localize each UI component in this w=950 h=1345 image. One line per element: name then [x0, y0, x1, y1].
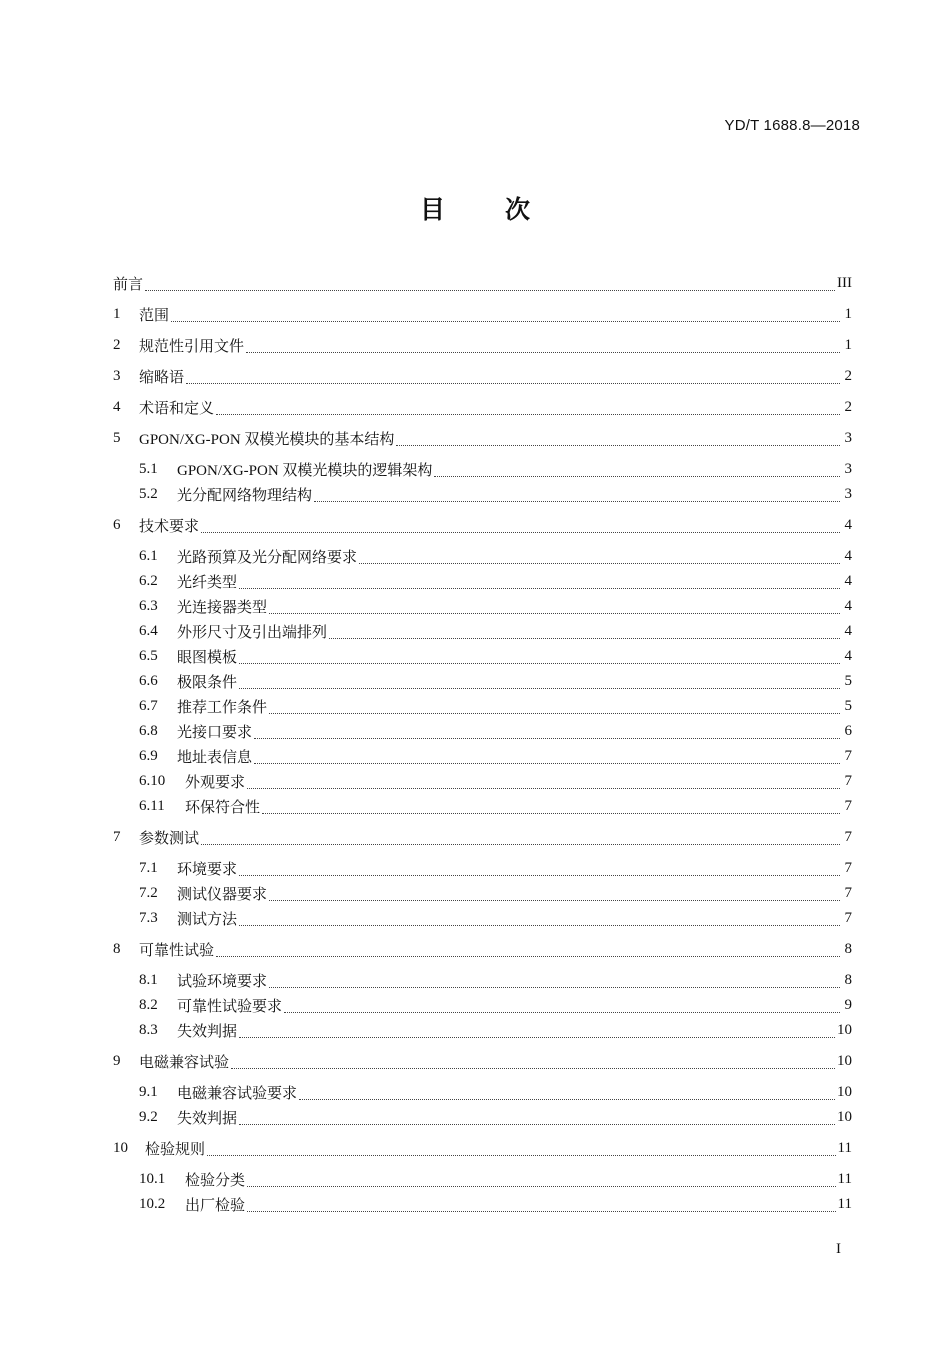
toc-entry-page: 5 [844, 698, 852, 714]
toc-entry-title: 可靠性试验 [139, 943, 215, 959]
toc-entry-page: 4 [844, 623, 852, 639]
toc-entry-title: 可靠性试验要求 [177, 999, 283, 1015]
dot-leader [269, 887, 840, 901]
table-of-contents [113, 271, 852, 1217]
toc-entry-number: 3 [113, 368, 121, 384]
toc-entry-title: 缩略语 [139, 370, 185, 386]
toc-entry[interactable] [113, 364, 852, 389]
toc-entry-title: 外形尺寸及引出端排列 [177, 625, 328, 641]
toc-entry-page: 2 [844, 368, 852, 384]
toc-entry[interactable] [113, 856, 852, 881]
dot-leader [239, 862, 840, 876]
toc-entry-title: 极限条件 [177, 675, 238, 691]
toc-entry-title: 测试方法 [177, 912, 238, 928]
dot-leader [239, 912, 840, 926]
toc-entry-page: 10 [837, 1053, 852, 1069]
dot-leader [207, 1142, 836, 1156]
toc-entry-title: 前言 [113, 277, 144, 293]
page-folio: I [836, 1241, 841, 1257]
toc-entry[interactable] [113, 794, 852, 819]
toc-entry-title: 失效判据 [177, 1111, 238, 1127]
toc-entry[interactable] [113, 694, 852, 719]
toc-entry[interactable] [113, 881, 852, 906]
toc-entry-title: 光纤类型 [177, 575, 238, 591]
toc-entry-page: III [837, 275, 852, 291]
toc-entry-title: 环境要求 [177, 862, 238, 878]
toc-entry-page: 1 [844, 337, 852, 353]
toc-entry-number: 10.1 [139, 1171, 166, 1187]
toc-entry-page: 5 [844, 673, 852, 689]
toc-entry-number: 7.2 [139, 885, 158, 901]
toc-entry[interactable] [113, 426, 852, 451]
toc-entry[interactable] [113, 333, 852, 358]
toc-entry-number: 10.2 [139, 1196, 166, 1212]
toc-entry[interactable] [113, 482, 852, 507]
toc-entry[interactable] [113, 1167, 852, 1192]
toc-entry-number: 7 [113, 829, 121, 845]
dot-leader [171, 308, 840, 322]
toc-entry-title: 出厂检验 [185, 1198, 246, 1214]
toc-entry-page: 7 [844, 773, 852, 789]
toc-entry[interactable] [113, 1080, 852, 1105]
dot-leader [201, 519, 840, 533]
toc-entry-number: 6.11 [139, 798, 165, 814]
toc-entry-number: 6 [113, 517, 121, 533]
dot-leader [231, 1055, 835, 1069]
toc-entry-number: 4 [113, 399, 121, 415]
toc-entry-number: 9.1 [139, 1084, 158, 1100]
toc-entry-title: 电磁兼容试验要求 [177, 1086, 298, 1102]
dot-leader [396, 432, 840, 446]
toc-entry-number: 2 [113, 337, 121, 353]
toc-entry-number: 6.3 [139, 598, 158, 614]
toc-entry-page: 2 [844, 399, 852, 415]
toc-entry-title: 技术要求 [139, 519, 200, 535]
title-char-2: 次 [505, 195, 531, 224]
toc-entry-number: 8.1 [139, 972, 158, 988]
toc-entry-page: 10 [837, 1109, 852, 1125]
toc-entry-page: 8 [844, 972, 852, 988]
toc-entry-title: 外观要求 [185, 775, 246, 791]
dot-leader [239, 675, 840, 689]
toc-entry-title: 眼图模板 [177, 650, 238, 666]
toc-entry-page: 4 [844, 648, 852, 664]
page-title [0, 190, 950, 226]
toc-entry-page: 7 [844, 910, 852, 926]
toc-entry-number: 6.6 [139, 673, 158, 689]
toc-entry-title: 试验环境要求 [177, 974, 268, 990]
dot-leader [239, 650, 840, 664]
toc-entry-title: 术语和定义 [139, 401, 215, 417]
dot-leader [262, 800, 840, 814]
toc-entry[interactable] [113, 544, 852, 569]
dot-leader [359, 550, 840, 564]
dot-leader [145, 277, 835, 291]
toc-entry[interactable] [113, 1018, 852, 1043]
dot-leader [284, 999, 840, 1013]
toc-entry-title: GPON/XG-PON 双模光模块的基本结构 [139, 432, 395, 448]
toc-entry-page: 7 [844, 798, 852, 814]
toc-entry-title: 规范性引用文件 [139, 339, 245, 355]
toc-entry[interactable] [113, 513, 852, 538]
toc-entry-number: 5.2 [139, 486, 158, 502]
toc-entry-number: 8.2 [139, 997, 158, 1013]
toc-entry-page: 11 [837, 1196, 852, 1212]
toc-entry-title: GPON/XG-PON 双模光模块的逻辑架构 [177, 463, 433, 479]
dot-leader [434, 463, 840, 477]
dot-leader [254, 725, 840, 739]
dot-leader [239, 575, 840, 589]
toc-entry[interactable] [113, 619, 852, 644]
toc-entry-title: 光接口要求 [177, 725, 253, 741]
dot-leader [269, 974, 840, 988]
toc-entry[interactable] [113, 937, 852, 962]
toc-entry-page: 7 [844, 748, 852, 764]
toc-entry-title: 参数测试 [139, 831, 200, 847]
dot-leader [269, 600, 840, 614]
toc-entry[interactable] [113, 1192, 852, 1217]
toc-entry[interactable] [113, 569, 852, 594]
toc-entry-number: 1 [113, 306, 121, 322]
toc-entry-page: 4 [844, 517, 852, 533]
dot-leader [186, 370, 840, 384]
dot-leader [247, 1198, 836, 1212]
document-id: YD/T 1688.8—2018 [724, 117, 860, 134]
toc-entry-page: 3 [844, 430, 852, 446]
dot-leader [254, 750, 840, 764]
toc-entry-number: 6.10 [139, 773, 166, 789]
toc-entry[interactable] [113, 395, 852, 420]
toc-entry-page: 10 [837, 1022, 852, 1038]
toc-entry-page: 7 [844, 829, 852, 845]
toc-entry[interactable] [113, 1049, 852, 1074]
dot-leader [246, 339, 840, 353]
toc-entry[interactable] [113, 1105, 852, 1130]
toc-entry-number: 6.2 [139, 573, 158, 589]
toc-entry-title: 地址表信息 [177, 750, 253, 766]
toc-entry[interactable] [113, 744, 852, 769]
toc-entry-page: 4 [844, 598, 852, 614]
toc-entry-page: 3 [844, 461, 852, 477]
toc-entry-number: 10 [113, 1140, 128, 1156]
toc-entry[interactable] [113, 906, 852, 931]
toc-entry[interactable] [113, 644, 852, 669]
toc-entry-number: 6.9 [139, 748, 158, 764]
toc-entry-page: 1 [844, 306, 852, 322]
dot-leader [239, 1024, 835, 1038]
toc-entry-number: 5.1 [139, 461, 158, 477]
toc-entry-number: 5 [113, 430, 121, 446]
toc-entry-number: 6.5 [139, 648, 158, 664]
toc-entry-title: 电磁兼容试验 [139, 1055, 230, 1071]
dot-leader [247, 775, 840, 789]
toc-entry[interactable] [113, 594, 852, 619]
toc-entry-page: 11 [837, 1140, 852, 1156]
toc-entry-number: 6.8 [139, 723, 158, 739]
toc-entry-title: 推荐工作条件 [177, 700, 268, 716]
toc-entry[interactable] [113, 457, 852, 482]
toc-entry-title: 检验分类 [185, 1173, 246, 1189]
toc-entry-title: 测试仪器要求 [177, 887, 268, 903]
dot-leader [239, 1111, 835, 1125]
dot-leader [314, 488, 840, 502]
toc-entry-title: 环保符合性 [185, 800, 261, 816]
toc-entry-number: 6.1 [139, 548, 158, 564]
toc-entry[interactable] [113, 825, 852, 850]
toc-entry-page: 7 [844, 885, 852, 901]
title-char-1: 目 [419, 195, 445, 224]
dot-leader [269, 700, 840, 714]
dot-leader [299, 1086, 835, 1100]
toc-entry-number: 6.4 [139, 623, 158, 639]
toc-entry-page: 7 [844, 860, 852, 876]
dot-leader [329, 625, 840, 639]
dot-leader [216, 401, 840, 415]
toc-entry-number: 9 [113, 1053, 121, 1069]
toc-entry-title: 失效判据 [177, 1024, 238, 1040]
toc-entry-title: 范围 [139, 308, 170, 324]
toc-entry-number: 7.1 [139, 860, 158, 876]
toc-entry-page: 11 [837, 1171, 852, 1187]
toc-entry[interactable] [113, 719, 852, 744]
toc-entry[interactable] [113, 993, 852, 1018]
toc-entry-page: 3 [844, 486, 852, 502]
toc-entry-page: 6 [844, 723, 852, 739]
toc-entry-title: 光分配网络物理结构 [177, 488, 313, 504]
toc-entry-number: 8.3 [139, 1022, 158, 1038]
toc-entry-number: 7.3 [139, 910, 158, 926]
toc-entry-title: 光路预算及光分配网络要求 [177, 550, 358, 566]
dot-leader [216, 943, 840, 957]
dot-leader [201, 831, 840, 845]
toc-entry-page: 9 [844, 997, 852, 1013]
toc-entry-page: 4 [844, 548, 852, 564]
toc-entry-number: 8 [113, 941, 121, 957]
toc-entry[interactable] [113, 769, 852, 794]
toc-entry-title: 检验规则 [145, 1142, 206, 1158]
dot-leader [247, 1173, 836, 1187]
toc-entry-title: 光连接器类型 [177, 600, 268, 616]
toc-entry-number: 6.7 [139, 698, 158, 714]
toc-entry[interactable] [113, 271, 852, 296]
toc-entry-page: 8 [844, 941, 852, 957]
toc-entry-page: 10 [837, 1084, 852, 1100]
toc-entry[interactable] [113, 302, 852, 327]
toc-entry[interactable] [113, 968, 852, 993]
toc-entry[interactable] [113, 1136, 852, 1161]
toc-entry-number: 9.2 [139, 1109, 158, 1125]
toc-entry[interactable] [113, 669, 852, 694]
toc-entry-page: 4 [844, 573, 852, 589]
